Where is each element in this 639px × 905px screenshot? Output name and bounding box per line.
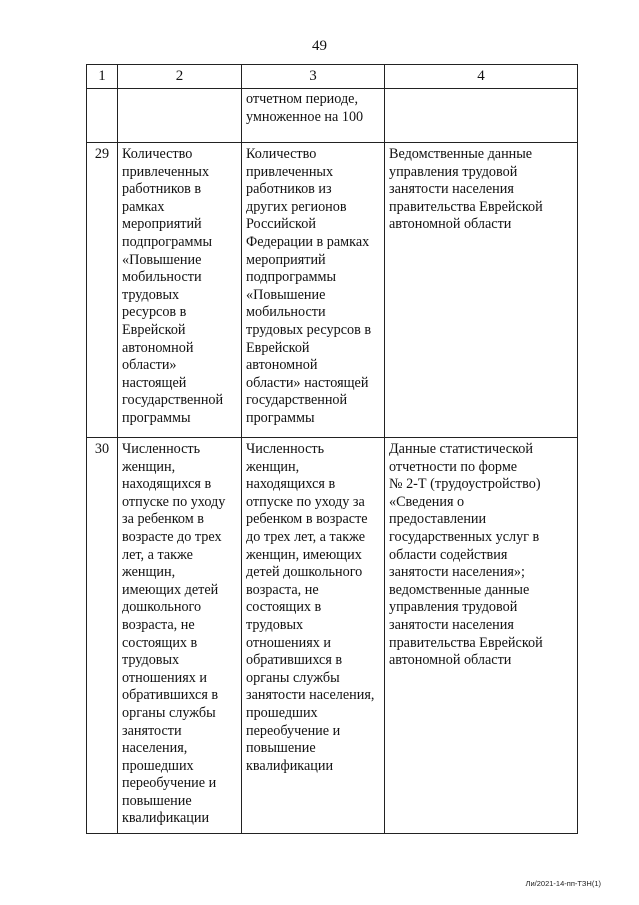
indicator-definition: Численность женщин, находящихся в отпуске по уходу за ребенком в возрасте до трех лет, а также женщин, имеющих детей дошкольного возраста, не состоящих в трудовых отношениях и обратившихся в органы службы занятости населения, прошедших переобучение и повышение квалификации bbox=[242, 438, 385, 834]
document-code: Ли/2021-14-пп-ТЗН(1) bbox=[525, 879, 601, 888]
table-row-continuation bbox=[87, 89, 578, 143]
header-col-3: 3 bbox=[242, 65, 385, 89]
table-row bbox=[87, 438, 578, 834]
header-col-1: 1 bbox=[87, 65, 118, 89]
table-row bbox=[87, 143, 578, 438]
indicator-definition: Количество привлеченных работников из других регионов Российской Федерации в рамках мероприятий подпрограммы «Повышение мобильности трудовых ресурсов в Еврейской автономной области» настоящей государственной программы bbox=[242, 143, 385, 438]
data-source: Ведомственные данные управления трудовой занятости населения правительства Еврейской автономной области bbox=[385, 143, 578, 438]
data-source: Данные статистической отчетности по форме № 2-Т (трудоустройство) «Сведения о предоставлении государственных услуг в области содействия занятости населения»; ведомственные данные управления трудовой занятости населения правительства Еврейской автономной области bbox=[385, 438, 578, 834]
page-number: 49 bbox=[312, 38, 327, 54]
continuation-col-4 bbox=[385, 89, 578, 143]
indicators-table bbox=[86, 64, 578, 834]
continuation-col-3: отчетном периоде, умноженное на 100 bbox=[242, 89, 385, 143]
continuation-col-1 bbox=[87, 89, 118, 143]
continuation-col-2 bbox=[118, 89, 242, 143]
indicator-name: Количество привлеченных работников в рамках мероприятий подпрограммы «Повышение мобильности трудовых ресурсов в Еврейской автономной области» настоящей государственной программы bbox=[118, 143, 242, 438]
header-col-2: 2 bbox=[118, 65, 242, 89]
row-number: 29 bbox=[87, 143, 118, 438]
table-header-row bbox=[87, 65, 578, 89]
row-number: 30 bbox=[87, 438, 118, 834]
header-col-4: 4 bbox=[385, 65, 578, 89]
indicator-name: Численность женщин, находящихся в отпуске по уходу за ребенком в возрасте до трех лет, а также женщин, имеющих детей дошкольного возраста, не состоящих в трудовых отношениях и обратившихся в органы службы занятости населения, прошедших переобучение и повышение квалификации bbox=[118, 438, 242, 834]
